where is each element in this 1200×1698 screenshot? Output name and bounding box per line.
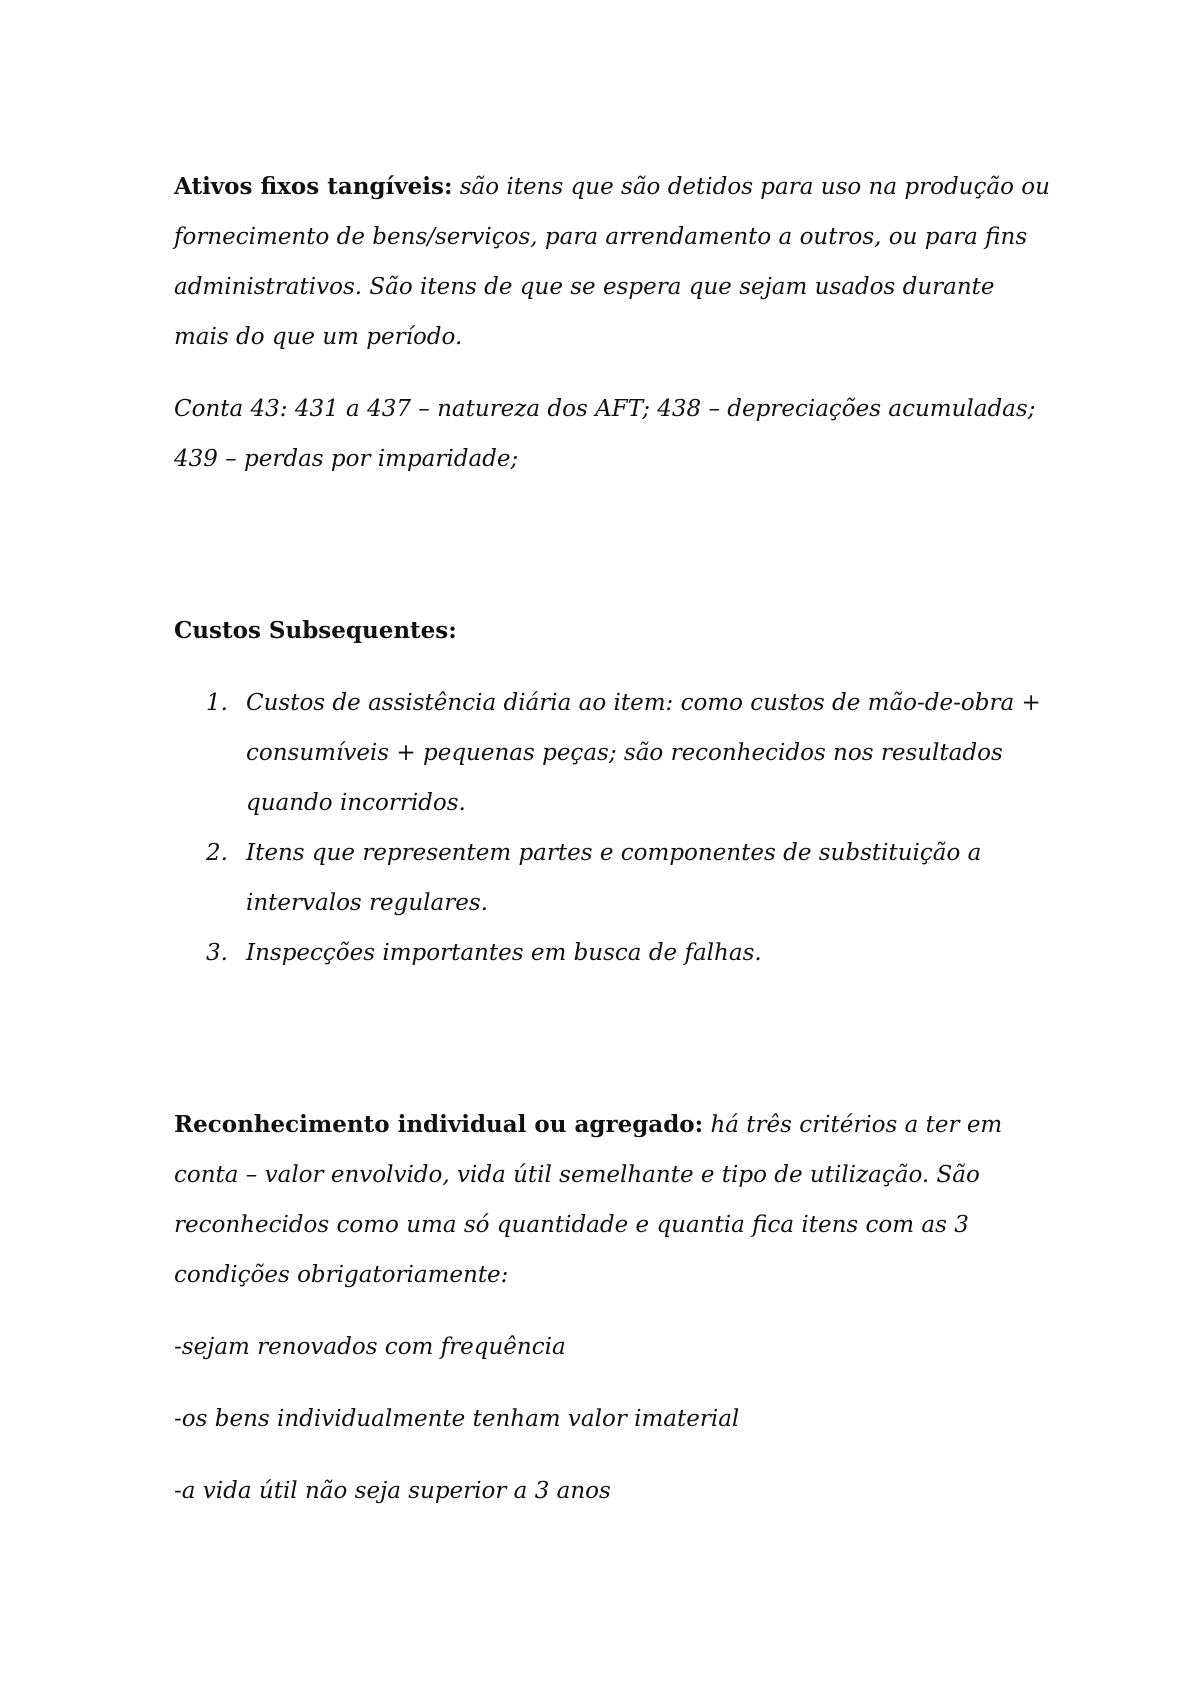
- list-item-number: 3.: [206, 940, 228, 966]
- list-item-number: 2.: [206, 840, 228, 866]
- custos-subsequentes-title: Custos Subsequentes:: [174, 617, 457, 644]
- list-item: [174, 678, 1054, 828]
- reconhecimento-paragraph: [174, 1100, 1054, 1300]
- list-item-text: Itens que representem partes e componentes de substituição a intervalos regulares.: [246, 840, 982, 916]
- condition-item: -os bens individualmente tenham valor imaterial: [174, 1406, 740, 1432]
- reconhecimento-definition: há três critérios a ter em conta – valor envolvido, vida útil semelhante e tipo de utilização. São reconhecidos como uma só quantidade e quantia fica itens com as 3 condições obrigatoriamente:: [174, 1112, 1003, 1288]
- condition-item: -a vida útil não seja superior a 3 anos: [174, 1478, 611, 1504]
- list-item: [174, 928, 1054, 978]
- custos-subsequentes-list: [174, 678, 1054, 978]
- list-item-number: 1.: [206, 690, 228, 716]
- list-item-text: Inspecções importantes em busca de falhas.: [246, 940, 762, 966]
- reconhecimento-term: Reconhecimento individual ou agregado:: [174, 1111, 704, 1138]
- document-body: [174, 162, 1054, 1538]
- ativos-fixos-paragraph: [174, 162, 1054, 362]
- list-item: [174, 828, 1054, 928]
- ativos-fixos-term: Ativos fixos tangíveis:: [174, 173, 453, 200]
- condition-item: -sejam renovados com frequência: [174, 1334, 566, 1360]
- custos-subsequentes-heading: [174, 606, 1054, 656]
- conta-43-text: Conta 43: 431 a 437 – natureza dos AFT; 438 – depreciações acumuladas; 439 – perdas por imparidade;: [174, 396, 1036, 472]
- ativos-fixos-definition: são itens que são detidos para uso na produção ou fornecimento de bens/serviços, para arrendamento a outros, ou para fins administrativos. São itens de que se espera que sejam usados durante mais do que um período.: [174, 174, 1050, 350]
- list-item-text: Custos de assistência diária ao item: como custos de mão-de-obra + consumíveis + pequenas peças; são reconhecidos nos resultados quando incorridos.: [246, 690, 1041, 816]
- conta-43-paragraph: [174, 384, 1054, 484]
